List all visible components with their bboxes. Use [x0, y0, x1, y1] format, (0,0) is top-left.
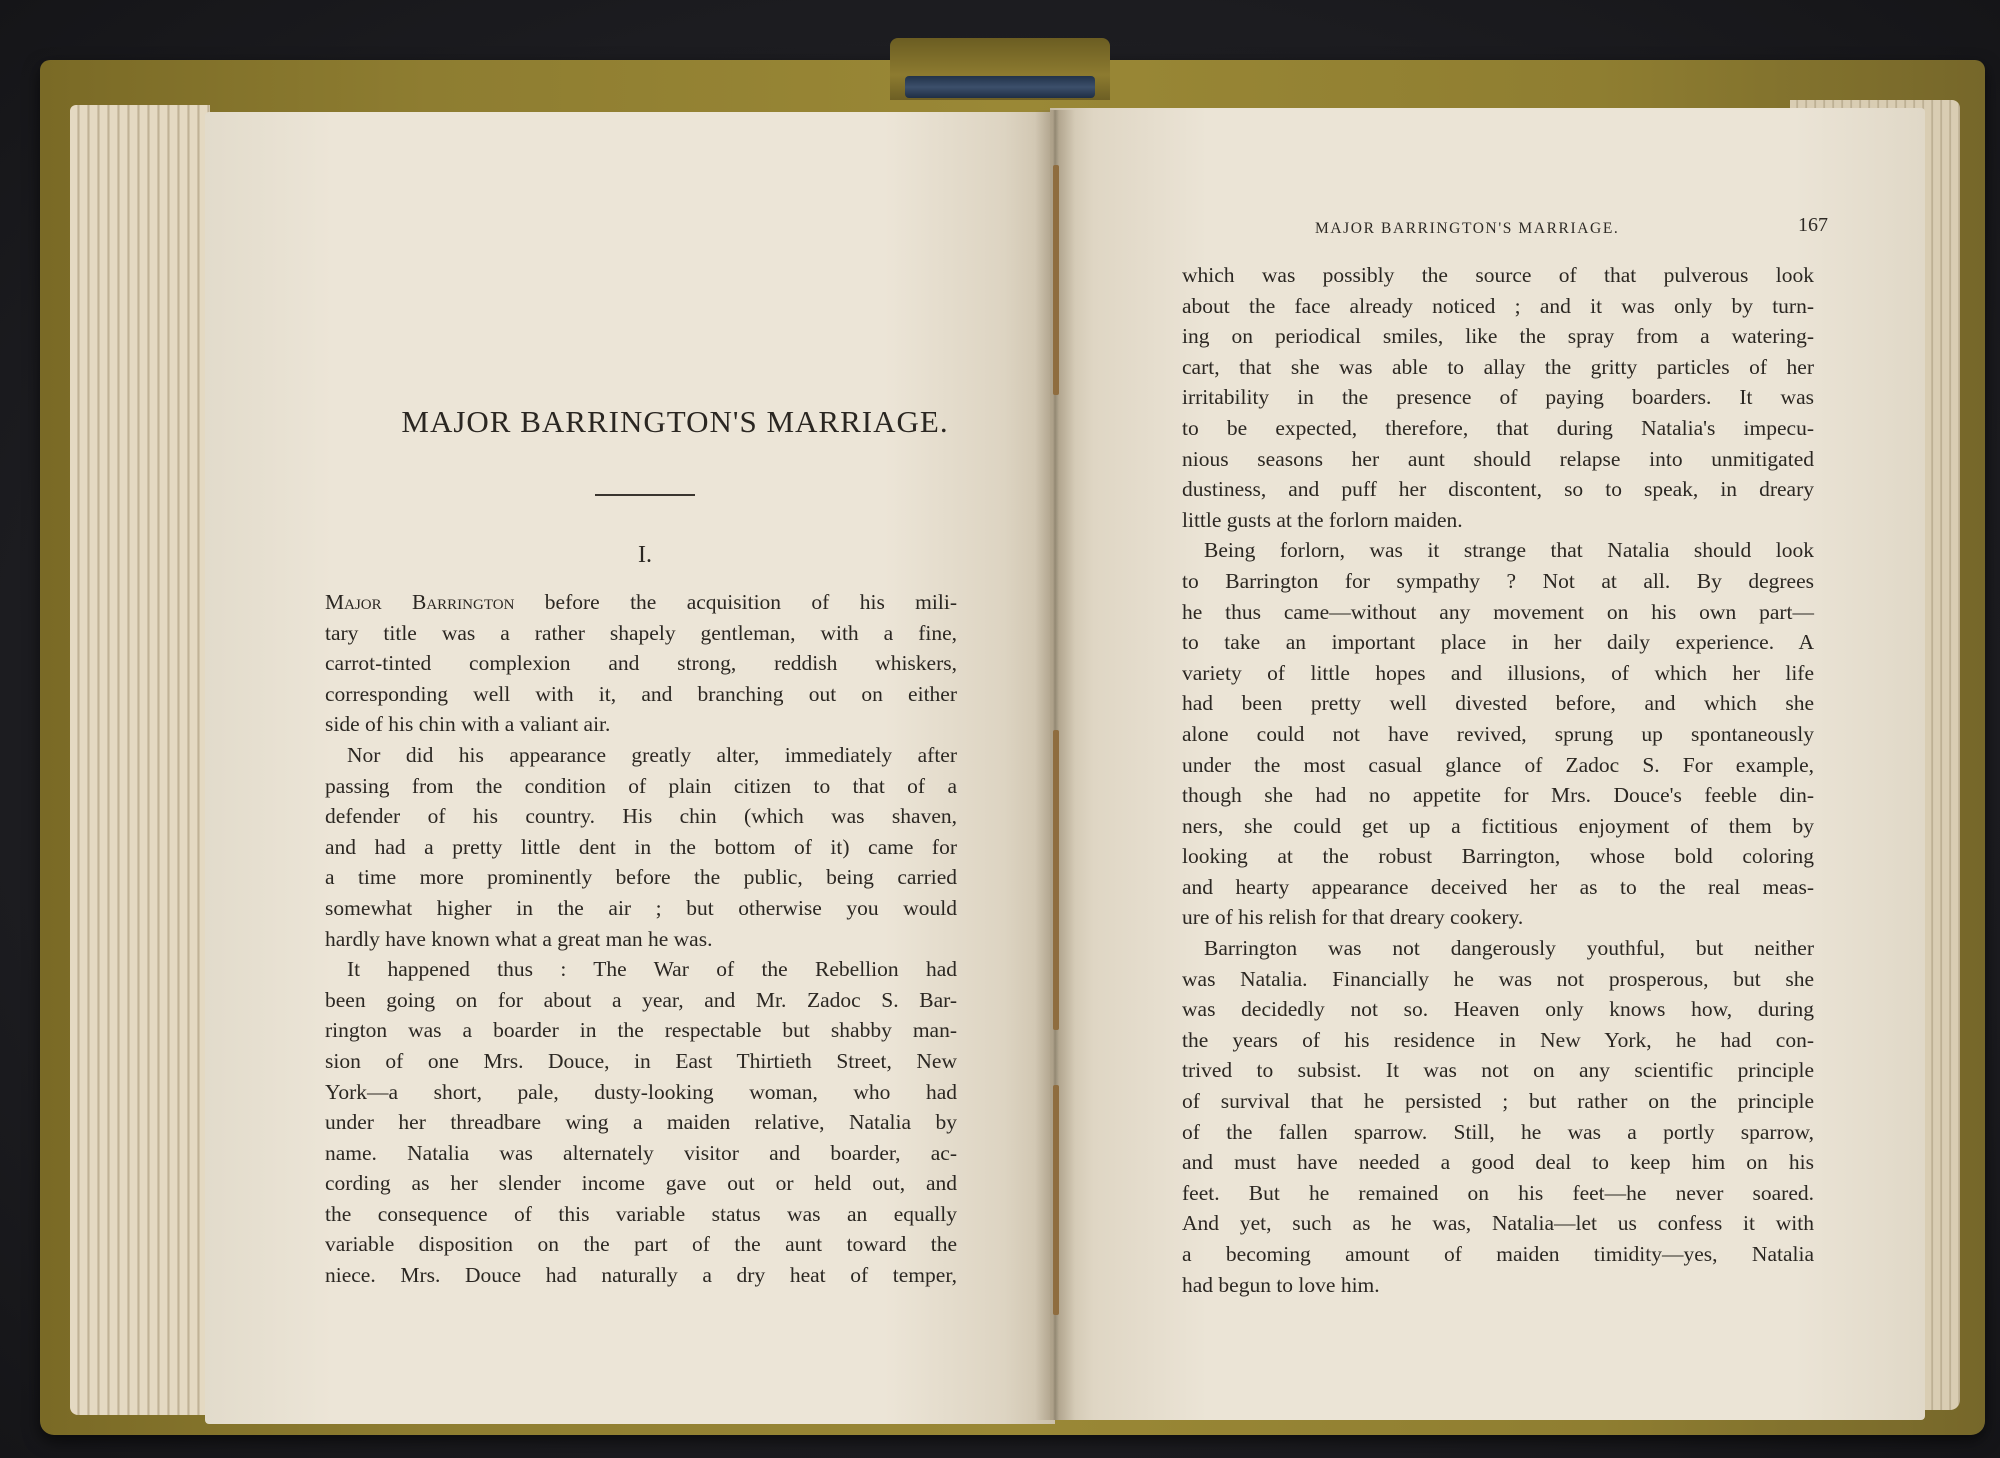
- text-line: [325, 924, 957, 955]
- line-text: of the fallen sparrow. Still, he was a portly sparrow,: [1182, 1119, 1814, 1144]
- line-text: ure of his relish for that dreary cookery.: [1182, 905, 1524, 930]
- line-text: passing from the condition of plain citizen to that of a: [325, 773, 957, 798]
- text-line: [1182, 505, 1814, 536]
- line-text: a becoming amount of maiden timidity—yes, Natalia: [1182, 1242, 1814, 1266]
- line-text: Being forlorn, was it strange that Natalia should look: [1204, 538, 1814, 563]
- text-line: [1182, 1025, 1814, 1056]
- left-page-edges: [70, 105, 210, 1415]
- line-text: side of his chin with a valiant air.: [325, 712, 611, 737]
- line-text: he thus came—without any movement on his own part—: [1182, 599, 1814, 624]
- line-text: Barrington was not dangerously youthful, but neither: [1204, 936, 1814, 961]
- text-line: [325, 1107, 957, 1138]
- text-line: [1182, 1239, 1814, 1270]
- text-line: [325, 1015, 957, 1046]
- line-text: which was possibly the source of that pulverous look: [1182, 263, 1814, 287]
- section-number: I.: [638, 542, 652, 568]
- text-line: [1182, 321, 1814, 352]
- text-line: [325, 709, 957, 740]
- text-line: [1182, 902, 1814, 933]
- text-line: [1182, 811, 1814, 842]
- line-text: dustiness, and puff her discontent, so to speak, in dreary: [1182, 477, 1814, 502]
- text-line: [325, 679, 957, 710]
- text-line: [1182, 841, 1814, 872]
- line-text: had begun to love him.: [1182, 1272, 1380, 1297]
- line-text: alone could not have revived, sprung up spontaneously: [1182, 721, 1814, 746]
- line-text: and must have needed a good deal to keep him on his: [1182, 1150, 1814, 1175]
- line-text: feet. But he remained on his feet—he never soared.: [1182, 1180, 1814, 1205]
- line-text: of survival that he persisted ; but rather on the principle: [1182, 1089, 1814, 1114]
- line-text: ing on periodical smiles, like the spray from a watering-: [1182, 324, 1814, 349]
- text-line: [1182, 291, 1814, 322]
- running-head: MAJOR BARRINGTON'S MARRIAGE.: [1315, 220, 1620, 237]
- name-smallcaps: Major Barrington: [325, 590, 515, 614]
- text-line: [325, 1077, 957, 1108]
- line-text: had been pretty well divested before, and which she: [1182, 691, 1814, 716]
- text-line: [325, 862, 957, 893]
- line-text: been going on for about a year, and Mr. Zadoc S. Bar-: [325, 987, 957, 1012]
- line-text: variable disposition on the part of the aunt toward the: [325, 1232, 957, 1257]
- text-line: [1182, 750, 1814, 781]
- line-text: carrot-tinted complexion and strong, reddish whiskers,: [325, 651, 957, 676]
- text-line: [1182, 994, 1814, 1025]
- text-line: [325, 893, 957, 924]
- text-line: [325, 1199, 957, 1230]
- line-text: about the face already noticed ; and it was only by turn-: [1182, 293, 1814, 318]
- text-line: [1182, 1086, 1814, 1117]
- line-text: cart, that she was able to allay the gritty particles of her: [1182, 354, 1814, 379]
- line-text: to Barrington for sympathy ? Not at all. By degrees: [1182, 568, 1814, 593]
- text-line: [1182, 872, 1814, 903]
- line-text: hardly have known what a great man he was.: [325, 926, 713, 951]
- binding-thread: [1053, 1085, 1059, 1315]
- text-line: [325, 954, 957, 985]
- line-text: And yet, such as he was, Natalia—let us confess it with: [1182, 1211, 1814, 1236]
- text-line: [325, 985, 957, 1016]
- line-text: tary title was a rather shapely gentleman, with a fine,: [325, 620, 957, 645]
- binding-thread: [1053, 730, 1059, 1030]
- line-text: trived to subsist. It was not on any scientific principle: [1182, 1058, 1814, 1083]
- text-line: [1182, 597, 1814, 628]
- text-line: [1182, 1178, 1814, 1209]
- right-page: [1050, 108, 1925, 1420]
- text-line: [1182, 1208, 1814, 1239]
- line-text: the consequence of this variable status was an equally: [325, 1201, 957, 1226]
- text-line: [325, 587, 957, 618]
- text-line: [325, 618, 957, 649]
- line-text: to be expected, therefore, that during Natalia's impecu-: [1182, 415, 1814, 440]
- page-number: 167: [1798, 214, 1828, 236]
- text-line: [1182, 1147, 1814, 1178]
- text-line: [1182, 535, 1814, 566]
- right-page-text: [1182, 260, 1814, 1300]
- text-line: [325, 1046, 957, 1077]
- line-text: before the acquisition of his mili-: [514, 590, 957, 614]
- line-text: under the most casual glance of Zadoc S. For example,: [1182, 752, 1814, 777]
- line-text: cording as her slender income gave out or held out, and: [325, 1171, 957, 1196]
- text-line: [1182, 688, 1814, 719]
- line-text: and had a pretty little dent in the bottom of it) came for: [325, 834, 957, 859]
- line-text: though she had no appetite for Mrs. Douce's feeble din-: [1182, 783, 1814, 808]
- line-text: somewhat higher in the air ; but otherwise you would: [325, 895, 957, 920]
- text-line: [1182, 1117, 1814, 1148]
- text-line: [325, 1168, 957, 1199]
- line-text: corresponding well with it, and branching out on either: [325, 681, 957, 706]
- text-line: [1182, 933, 1814, 964]
- left-page-text: [325, 587, 957, 1291]
- text-line: [1182, 474, 1814, 505]
- line-text: a time more prominently before the public, being carried: [325, 865, 957, 890]
- line-text: York—a short, pale, dusty-looking woman, who had: [325, 1079, 957, 1104]
- title-rule: [595, 494, 695, 496]
- text-line: [1182, 964, 1814, 995]
- text-line: [325, 648, 957, 679]
- text-line: [1182, 413, 1814, 444]
- text-line: [1182, 780, 1814, 811]
- text-line: [325, 771, 957, 802]
- text-line: [325, 1138, 957, 1169]
- line-text: rington was a boarder in the respectable but shabby man-: [325, 1018, 957, 1043]
- line-text: Nor did his appearance greatly alter, immediately after: [347, 742, 957, 767]
- spine-headband: [905, 76, 1095, 98]
- line-text: defender of his country. His chin (which was shaven,: [325, 804, 957, 829]
- line-text: little gusts at the forlorn maiden.: [1182, 507, 1463, 532]
- left-page: [205, 112, 1055, 1424]
- line-text: the years of his residence in New York, he had con-: [1182, 1027, 1814, 1052]
- text-line: [1182, 719, 1814, 750]
- text-line: [1182, 444, 1814, 475]
- text-line: [1182, 627, 1814, 658]
- binding-thread: [1053, 165, 1059, 395]
- line-text: was decidedly not so. Heaven only knows how, during: [1182, 997, 1814, 1022]
- line-text: name. Natalia was alternately visitor and boarder, ac-: [325, 1140, 957, 1165]
- line-text: niece. Mrs. Douce had naturally a dry heat of temper,: [325, 1263, 957, 1288]
- line-text: variety of little hopes and illusions, of which her life: [1182, 660, 1814, 685]
- text-line: [1182, 566, 1814, 597]
- text-line: [325, 1229, 957, 1260]
- text-line: [325, 1260, 957, 1291]
- line-text: under her threadbare wing a maiden relative, Natalia by: [325, 1110, 957, 1135]
- text-line: [1182, 1055, 1814, 1086]
- line-text: nious seasons her aunt should relapse into unmitigated: [1182, 446, 1814, 471]
- line-text: was Natalia. Financially he was not prosperous, but she: [1182, 966, 1814, 991]
- line-text: looking at the robust Barrington, whose bold coloring: [1182, 844, 1814, 869]
- text-line: [1182, 260, 1814, 291]
- line-text: sion of one Mrs. Douce, in East Thirtieth Street, New: [325, 1048, 957, 1073]
- text-line: [1182, 382, 1814, 413]
- line-text: ners, she could get up a fictitious enjoyment of them by: [1182, 813, 1814, 838]
- text-line: [325, 740, 957, 771]
- line-text: irritability in the presence of paying boarders. It was: [1182, 385, 1814, 410]
- line-text: to take an important place in her daily experience. A: [1182, 630, 1814, 655]
- text-line: [1182, 352, 1814, 383]
- text-line: [1182, 1270, 1814, 1301]
- text-line: [325, 832, 957, 863]
- text-line: [1182, 658, 1814, 689]
- text-line: [325, 801, 957, 832]
- chapter-title: MAJOR BARRINGTON'S MARRIAGE.: [401, 404, 949, 439]
- line-text: It happened thus : The War of the Rebellion had: [347, 957, 957, 982]
- line-text: and hearty appearance deceived her as to the real meas-: [1182, 874, 1814, 899]
